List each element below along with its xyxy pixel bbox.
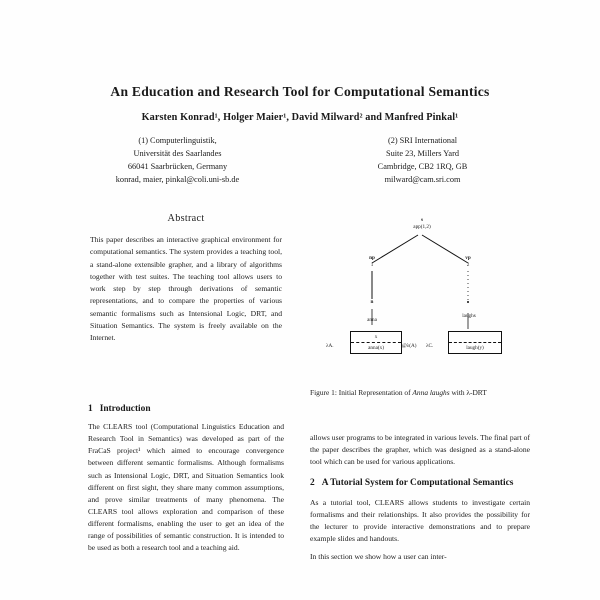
affiliation-line: (2) SRI International	[387, 135, 458, 145]
tree-leaf-laughs	[444, 313, 494, 320]
tree-node-expression: 2	[466, 261, 470, 268]
tree-diagram-lines	[310, 213, 530, 385]
section-heading-tutorial	[310, 477, 530, 489]
figure-block	[310, 213, 530, 398]
tree-node-category: vp	[465, 255, 471, 261]
abstract-body: This paper describes an interactive graphical environment for computational semantics. The system provides a teaching tool, a stand-alone extensible grapher, and a library of algorithms together with test suites. The teaching tool allows users to work step by step through derivations of semantic representations, and to compare the properties of various semantic formalisms such as Intensional Logic, DRT, and Situation Semantics. The system is freely available on the Internet.	[90, 235, 282, 343]
section-introduction	[88, 404, 284, 560]
figure-image	[310, 213, 530, 385]
drs-universe	[449, 332, 501, 343]
affiliation-line: Suite 23, Millers Yard	[385, 148, 460, 158]
paragraph: allows user programs to be integrated in various levels. The final part of the paper describes the grapher, which was designed as a stand-alone tool which can be used for various applications.	[310, 433, 530, 467]
section-title: Introduction	[99, 404, 151, 414]
affiliation-line: (1) Computerlinguistik,	[138, 135, 217, 145]
tree-node-category: np	[369, 255, 375, 261]
paragraph: In this section we show how a user can inter-	[310, 552, 447, 562]
tree-node-root	[394, 217, 450, 231]
tree-node-expression: 1	[370, 261, 374, 268]
title-block	[55, 84, 545, 186]
figure-caption-prefix: Figure 1: Initial Representation of	[310, 388, 413, 397]
tree-node-expression: app(1,2)	[413, 223, 431, 230]
drs-right-app-label: @λ(A)	[402, 343, 417, 349]
tree-branch-dot	[467, 301, 469, 303]
affiliation-line: Universität des Saarlandes	[133, 148, 222, 158]
affiliation-email: konrad, maier, pinkal@coli.uni-sb.de	[115, 174, 240, 184]
affiliation-right	[320, 135, 525, 186]
drs-box-anna	[350, 331, 402, 354]
paragraph: As a tutorial tool, CLEARS allows students to investigate certain formalisms and their relationships. It also provides the possibility for the lecturer to provide interactive demonstrations and to prepare example slides and handouts.	[310, 497, 530, 544]
leaf-word: laughs	[462, 313, 476, 319]
section-tutorial	[310, 432, 530, 569]
section-heading-introduction	[88, 404, 284, 414]
drs-conditions: anna(x)	[368, 345, 384, 351]
author-list	[55, 112, 545, 123]
leaf-word: anna	[367, 317, 377, 323]
affiliation-email: milward@cam.sri.com	[384, 174, 461, 184]
affiliation-line: 66041 Saarbrücken, Germany	[127, 161, 228, 171]
page-title: An Education and Research Tool for Computational Semantics	[110, 84, 490, 99]
section-number: 2	[310, 478, 315, 489]
affiliation-row	[55, 135, 545, 186]
abstract-heading: Abstract	[167, 213, 205, 224]
affiliation-line: Cambridge, CB2 1RQ, GB	[377, 161, 468, 171]
tree-node-np	[356, 255, 388, 269]
figure-caption	[310, 387, 530, 398]
tree-node-vp	[452, 255, 484, 269]
drs-left-lambda-label: λA.	[326, 343, 334, 349]
tree-leaf-anna	[350, 317, 394, 324]
introduction-body	[88, 421, 284, 555]
figure-caption-suffix: with λ-DRT	[449, 388, 487, 397]
affiliation-left	[75, 135, 280, 186]
drs-box-laugh	[448, 331, 502, 354]
author-names: Karsten Konrad¹, Holger Maier¹, David Milward² and Manfred Pinkal¹	[141, 111, 459, 123]
tree-node-category: n	[370, 299, 374, 305]
figure-caption-example: Anna laughs	[412, 388, 450, 397]
tree-node-n	[358, 299, 386, 306]
drs-conditions: laugh(y)	[466, 345, 484, 351]
tree-node-category: s	[420, 217, 424, 223]
section-title: A Tutorial System for Computational Semantics	[321, 478, 514, 489]
drs-right-lambda-label: λC.	[426, 343, 434, 349]
paragraph: The CLEARS tool (Computational Linguistics Education and Research Tool in Semantics) was developed as part of the FraCaS project¹ which aimed to encourage convergence between different semantic formalisms. Although formalisms such as Intensional Logic, DRT, and Situation Semantics look different on first sight, they share many common assumptions, and prove similar treatments of many phenomena. The CLEARS tool allows exploration and comparison of these different formalisms, enabling the user to get an idea of the range of possibilities of semantic construction. It is intended to be used as both a research tool and a teaching aid.	[88, 422, 284, 553]
section-number: 1	[88, 404, 93, 414]
drs-universe: x	[351, 332, 401, 343]
